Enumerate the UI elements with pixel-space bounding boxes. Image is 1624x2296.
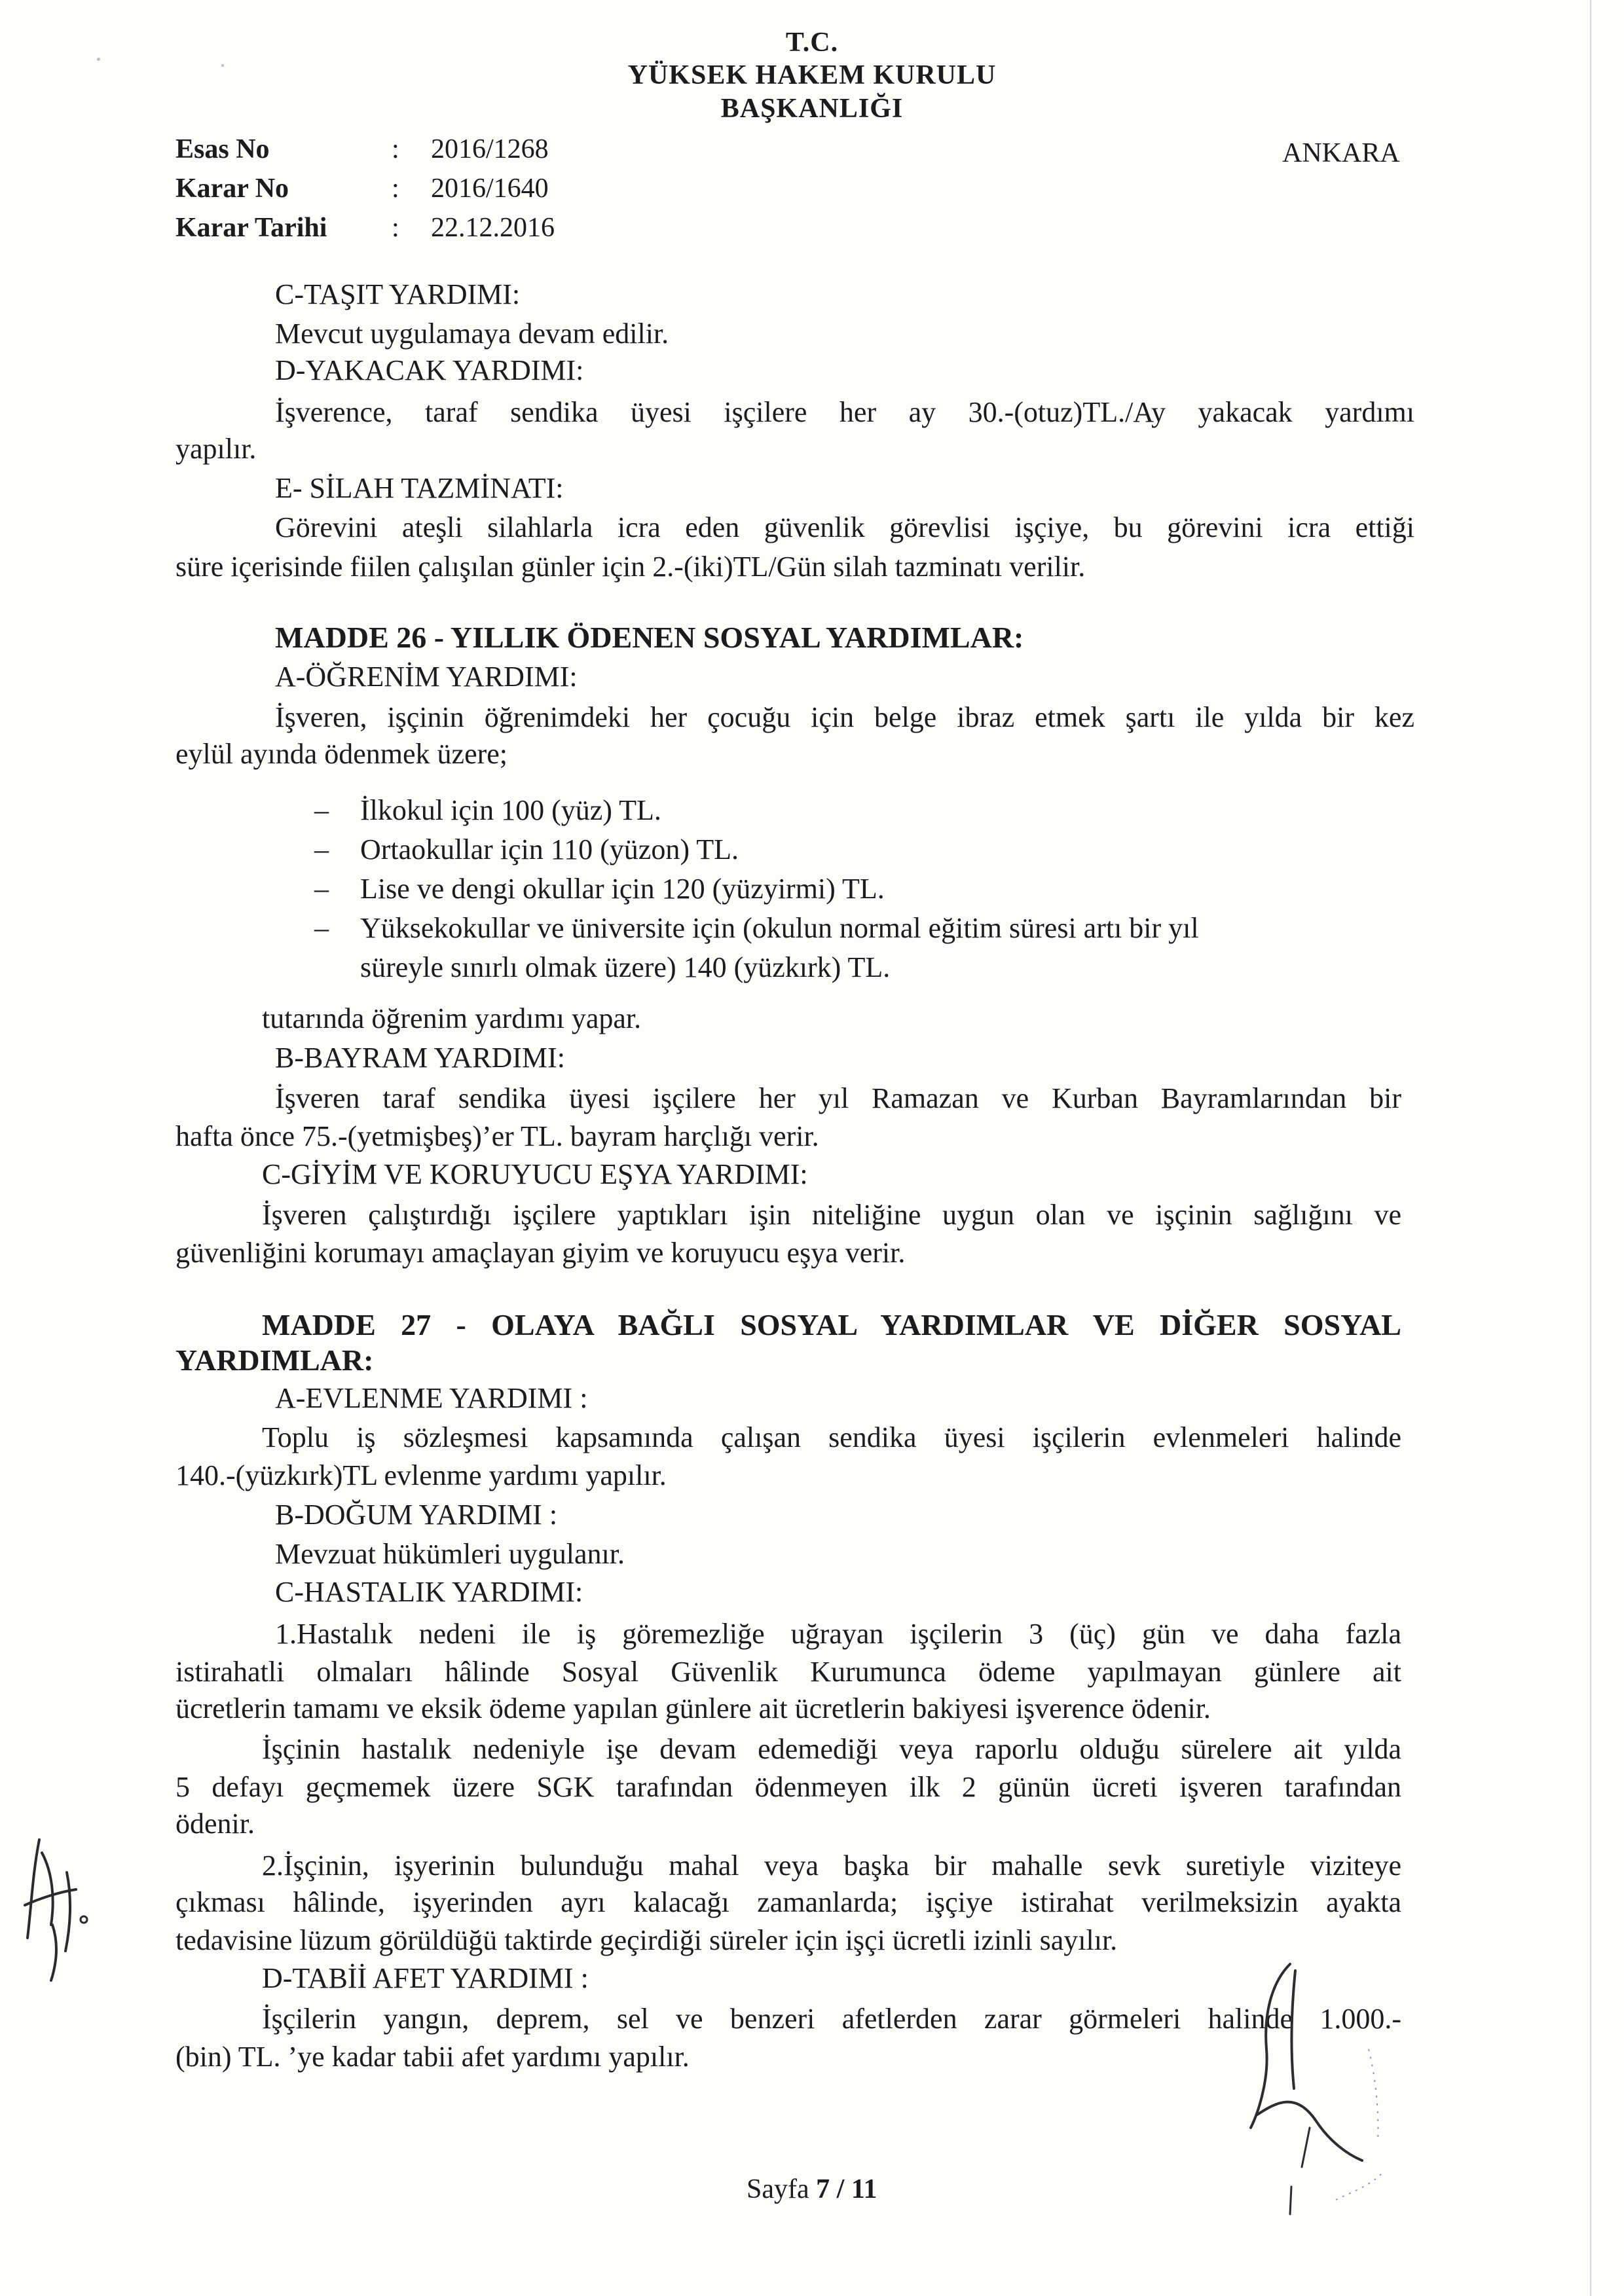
page-total: 11 <box>851 2174 877 2204</box>
paragraph-line: (bin) TL. ’ye kadar tabii afet yardımı yapılır. <box>175 2041 690 2073</box>
paragraph-line: Mevzuat hükümleri uygulanır. <box>275 1538 625 1570</box>
page-label: Sayfa <box>747 2174 809 2204</box>
paragraph-line: İşveren çalıştırdığı işçilere yaptıkları işin niteliğine uygun olan ve işçinin sağlığını ve <box>262 1199 1401 1231</box>
bullet-dash: – <box>314 794 329 826</box>
list-item <box>314 793 661 828</box>
paragraph-line: tedavisine lüzum görüldüğü taktirde geçirdiği süreler için işçi ücretli izinli sayılır. <box>175 1924 1118 1956</box>
section-title-evlenme: A-EVLENME YARDIMI : <box>275 1382 588 1414</box>
paragraph-line: İşveren taraf sendika üyesi işçilere her yıl Ramazan ve Kurban Bayramlarından bir <box>275 1082 1401 1114</box>
section-title-hastalik: C-HASTALIK YARDIMI: <box>275 1576 583 1608</box>
paragraph-line: İşçinin hastalık nedeniyle işe devam edemediği veya raporlu olduğu sürelere ait yılda <box>262 1733 1401 1765</box>
paragraph-line: 140.-(yüzkırk)TL evlenme yardımı yapılır. <box>175 1459 667 1491</box>
meta-label: Esas No <box>175 134 270 164</box>
meta-value: 2016/1640 <box>431 173 549 204</box>
section-title-afet: D-TABİİ AFET YARDIMI : <box>262 1962 589 1994</box>
header-institution: YÜKSEK HAKEM KURULU <box>627 60 997 90</box>
paragraph-line: ödenir. <box>175 1808 255 1840</box>
paragraph-line: tutarında öğrenim yardımı yapar. <box>262 1002 642 1034</box>
paragraph-line: ücretlerin tamamı ve eksik ödeme yapılan günlere ait ücretlerin bakiyesi işverence ödenir. <box>175 1692 1211 1724</box>
article-27-title-cont: YARDIMLAR: <box>175 1343 374 1377</box>
list-item <box>314 833 739 867</box>
list-item <box>314 911 1199 945</box>
list-item-text: İlkokul için 100 (yüz) TL. <box>360 794 661 826</box>
paragraph-line: Mevcut uygulamaya devam edilir. <box>275 318 669 350</box>
section-title-ogrenim: A-ÖĞRENİM YARDIMI: <box>275 661 578 693</box>
header-city: ANKARA <box>1282 138 1400 168</box>
meta-row-tarih <box>175 208 555 247</box>
list-item <box>314 872 885 906</box>
paragraph-line: 1.Hastalık nedeni ile iş göremezliğe uğrayan işçilerin 3 (üç) gün ve daha fazla <box>275 1618 1401 1650</box>
paragraph-line: İşverence, taraf sendika üyesi işçilere her ay 30.-(otuz)TL./Ay yakacak yardımı <box>275 396 1414 428</box>
section-title-silah: E- SİLAH TAZMİNATI: <box>275 472 564 504</box>
handwritten-initials-left <box>13 1827 105 1990</box>
paragraph-line: İşçilerin yangın, deprem, sel ve benzeri afetlerden zarar görmeleri halinde 1.000.- <box>262 2003 1401 2035</box>
paragraph-line: 5 defayı geçmemek üzere SGK tarafından ödenmeyen ilk 2 günün ücreti işveren tarafından <box>175 1771 1401 1803</box>
section-title-giyim: C-GİYİM VE KORUYUCU EŞYA YARDIMI: <box>262 1158 808 1190</box>
list-item-continuation: süreyle sınırlı olmak üzere) 140 (yüzkırk) TL. <box>360 951 891 983</box>
meta-label: Karar Tarihi <box>175 213 327 243</box>
list-item-text: Lise ve dengi okullar için 120 (yüzyirmi) TL. <box>360 873 885 905</box>
meta-sep: : <box>392 173 399 204</box>
paragraph-line: 2.İşçinin, işyerinin bulunduğu mahal veya başka bir mahalle sevk suretiyle viziteye <box>262 1850 1401 1882</box>
meta-value: 22.12.2016 <box>431 213 555 243</box>
paragraph-line: hafta önce 75.-(yetmişbeş)’er TL. bayram harçlığı verir. <box>175 1120 819 1152</box>
paragraph-line: yapılır. <box>175 433 257 465</box>
article-27-title: MADDE 27 - OLAYA BAĞLI SOSYAL YARDIMLAR VE DİĞER SOSYAL <box>262 1308 1401 1341</box>
bullet-dash: – <box>314 912 329 944</box>
section-title-tasit: C-TAŞIT YARDIMI: <box>275 278 521 310</box>
list-item-text: Ortaokullar için 110 (yüzon) TL. <box>360 833 739 866</box>
page-number <box>747 2172 877 2206</box>
paragraph-line: eylül ayında ödenmek üzere; <box>175 738 508 770</box>
section-title-bayram: B-BAYRAM YARDIMI: <box>275 1042 565 1074</box>
section-title-yakacak: D-YAKACAK YARDIMI: <box>275 354 584 386</box>
bullet-dash: – <box>314 833 329 866</box>
meta-label: Karar No <box>175 173 289 204</box>
signature-icon <box>1218 1958 1414 2219</box>
paragraph-line: süre içerisinde fiilen çalışılan günler için 2.-(iki)TL/Gün silah tazminatı verilir. <box>175 551 1086 583</box>
meta-row-esas <box>175 130 555 169</box>
header-country: T.C. <box>785 27 839 58</box>
scan-edge-line <box>1590 0 1591 2296</box>
bullet-dash: – <box>314 873 329 905</box>
meta-row-karar <box>175 169 555 208</box>
header-office: BAŞKANLIĞI <box>720 94 904 124</box>
page-separator: / <box>836 2174 845 2204</box>
paragraph-line: Toplu iş sözleşmesi kapsamında çalışan sendika üyesi işçilerin evlenmeleri halinde <box>262 1421 1401 1453</box>
paragraph-line: güvenliğini korumayı amaçlayan giyim ve koruyucu eşya verir. <box>175 1237 906 1269</box>
article-26-title: MADDE 26 - YILLIK ÖDENEN SOSYAL YARDIMLAR: <box>275 621 1024 654</box>
case-meta <box>175 130 555 247</box>
meta-value: 2016/1268 <box>431 134 549 164</box>
paragraph-line: çıkması hâlinde, işyerinden ayrı kalacağı zamanlarda; işçiye istirahat verilmeksizin ayakta <box>175 1886 1401 1918</box>
section-title-dogum: B-DOĞUM YARDIMI : <box>275 1499 558 1531</box>
paragraph-line: istirahatli olmaları hâlinde Sosyal Güvenlik Kurumunca ödeme yapılmayan günlere ait <box>175 1656 1401 1688</box>
paragraph-line: İşveren, işçinin öğrenimdeki her çocuğu için belge ibraz etmek şartı ile yılda bir kez <box>275 701 1414 733</box>
list-item-text: Yüksekokullar ve üniversite için (okulun normal eğitim süresi artı bir yıl <box>360 912 1199 944</box>
page-current: 7 <box>816 2174 830 2204</box>
paragraph-line: Görevini ateşli silahlarla icra eden güvenlik görevlisi işçiye, bu görevini icra ettiği <box>275 511 1414 543</box>
meta-sep: : <box>392 134 399 164</box>
meta-sep: : <box>392 213 399 243</box>
